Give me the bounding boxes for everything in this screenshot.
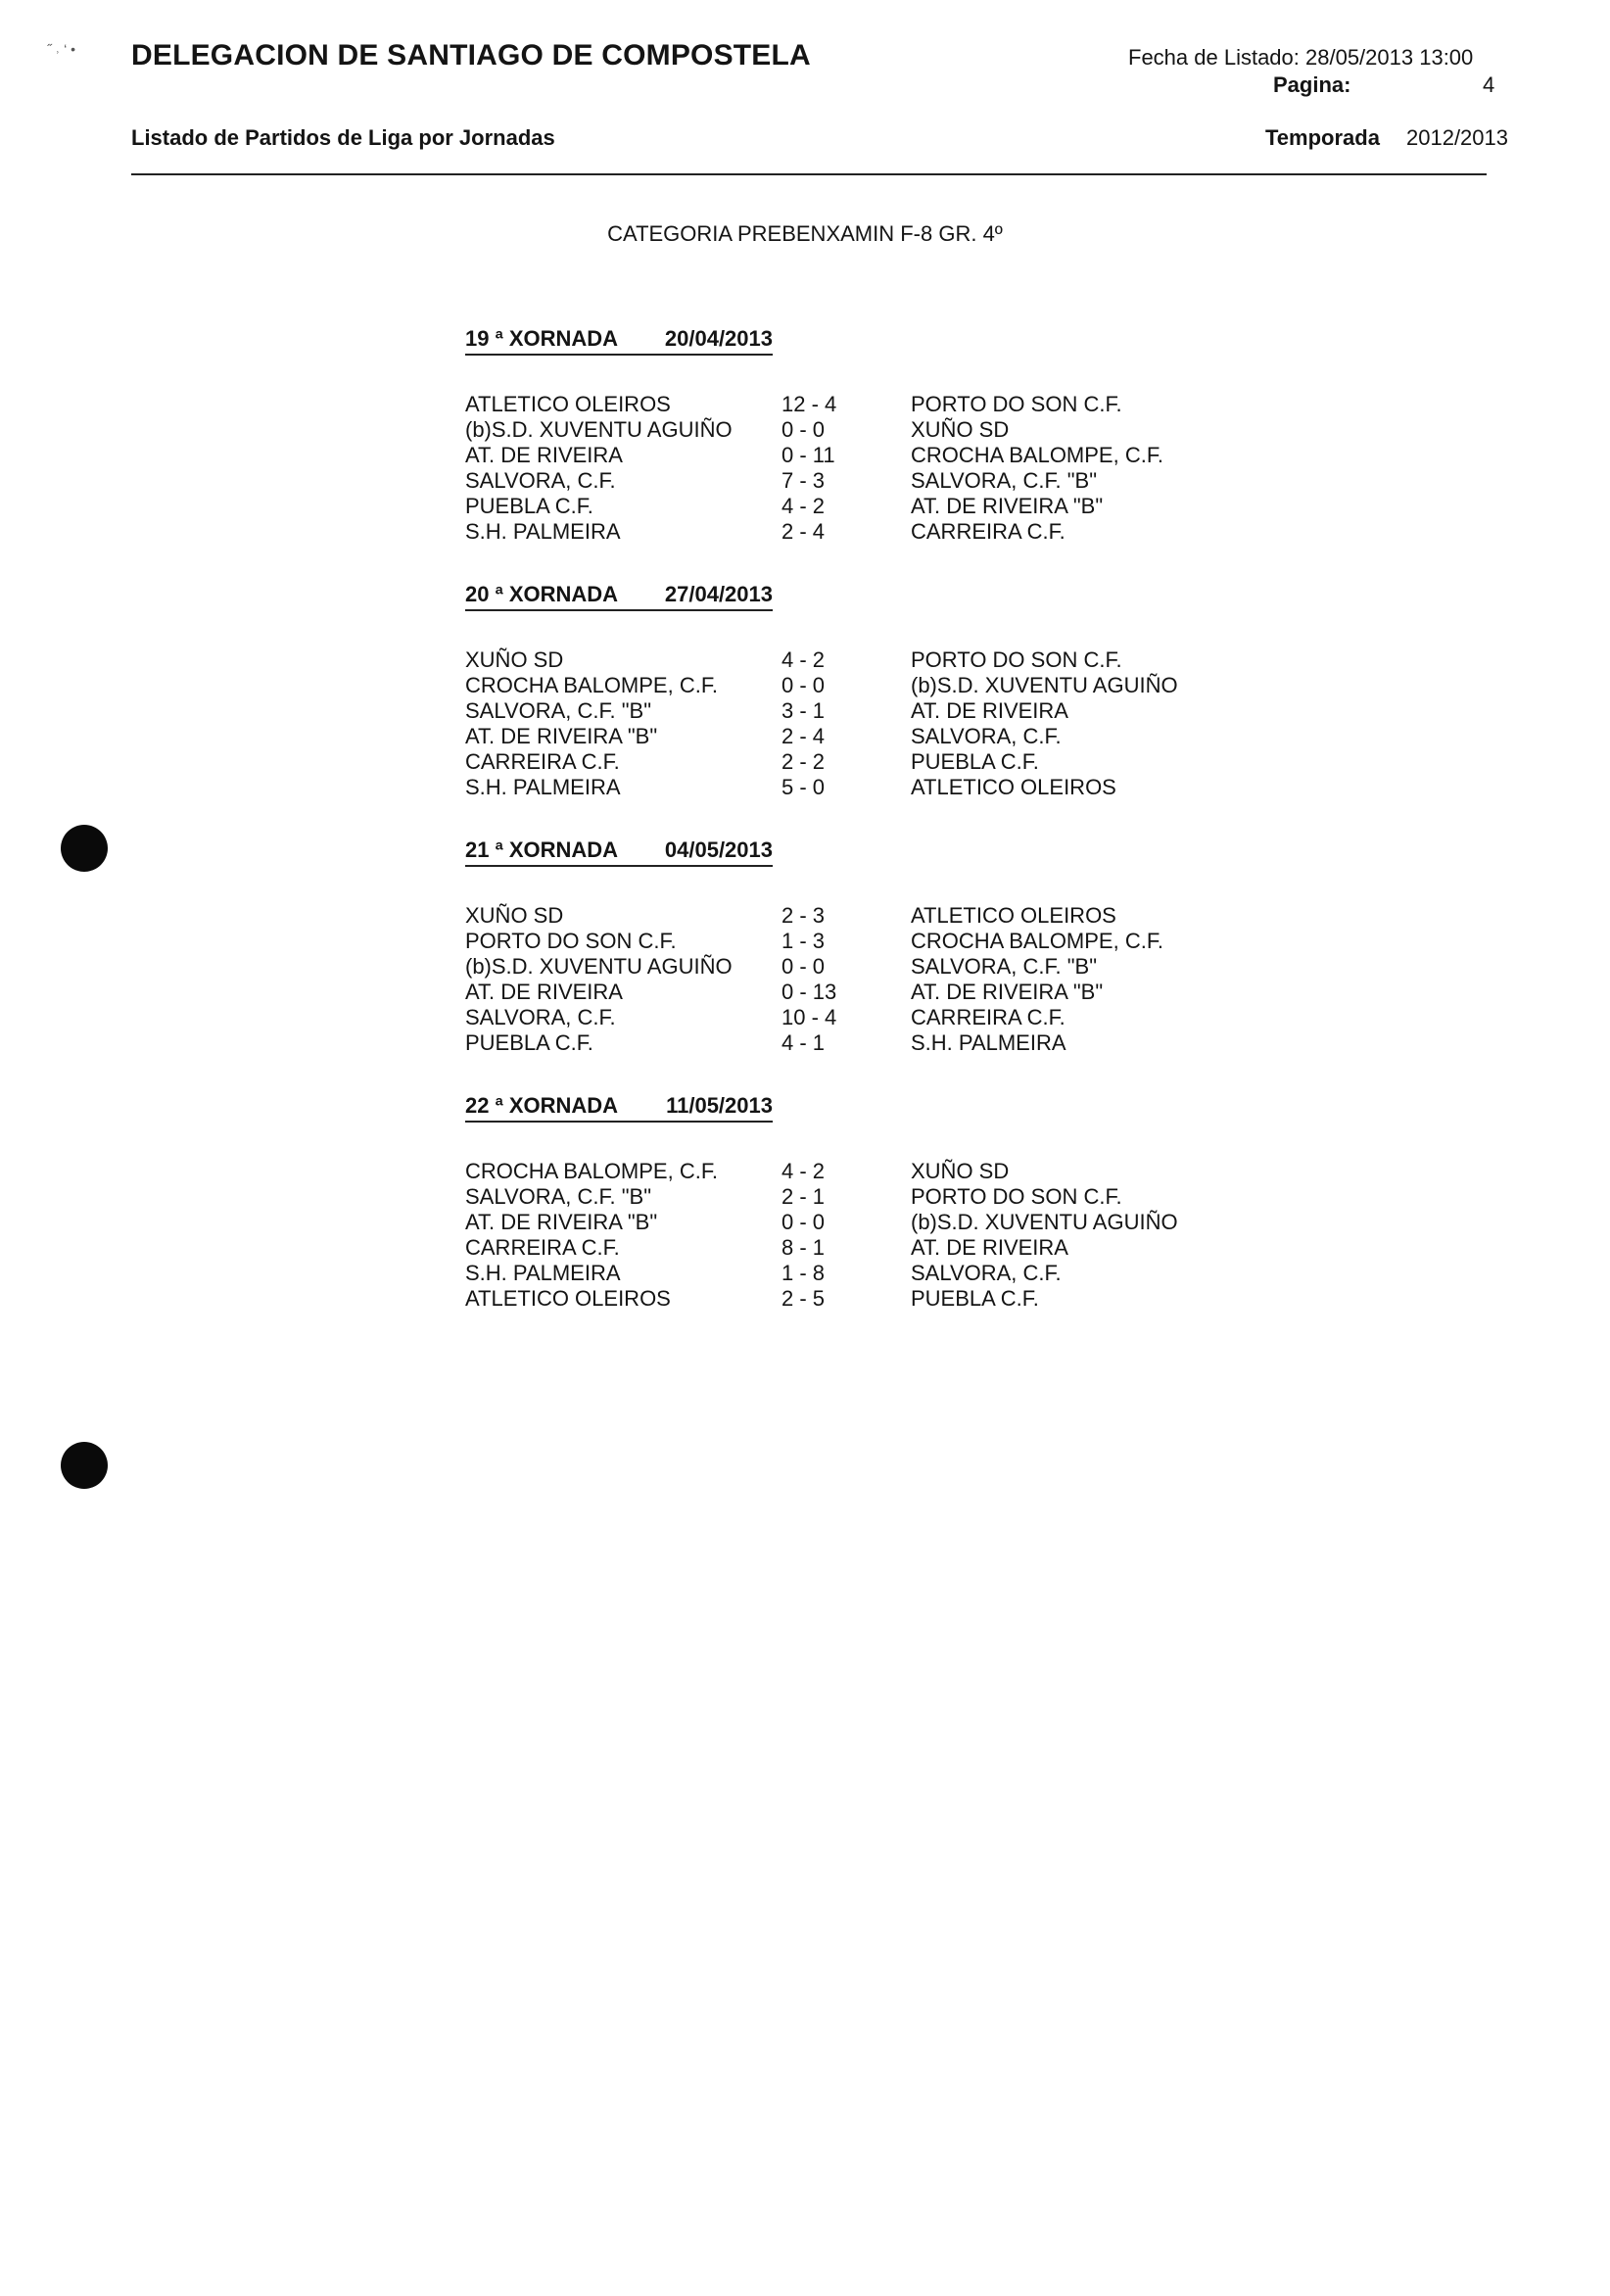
match-score: 12 - 4	[781, 392, 837, 416]
away-team: (b)S.D. XUVENTU AGUIÑO	[911, 673, 1178, 697]
home-team: PORTO DO SON C.F.	[465, 929, 677, 953]
match-score: 2 - 3	[781, 903, 826, 928]
jornada-name: 22 ª XORNADA	[465, 1093, 619, 1118]
home-team: AT. DE RIVEIRA "B"	[465, 724, 658, 748]
away-team: PUEBLA C.F.	[911, 749, 1039, 774]
match-score: 4 - 1	[781, 1030, 826, 1055]
match-score: 3 - 1	[781, 698, 826, 723]
jornada-block	[465, 1093, 1209, 1312]
home-team: CROCHA BALOMPE, C.F.	[465, 1159, 718, 1183]
away-team: ATLETICO OLEIROS	[911, 775, 1116, 799]
match-row	[465, 673, 1209, 698]
match-score: 4 - 2	[781, 647, 826, 672]
match-score: 0 - 0	[781, 673, 826, 697]
jornada-heading	[465, 837, 773, 867]
home-team: AT. DE RIVEIRA	[465, 443, 623, 467]
home-team: S.H. PALMEIRA	[465, 519, 621, 544]
match-row	[465, 1159, 1209, 1184]
scan-speck: ˝ ˒ ‘ •	[47, 41, 76, 57]
season-value: 2012/2013	[1406, 125, 1508, 150]
match-row	[465, 980, 1209, 1005]
home-team: (b)S.D. XUVENTU AGUIÑO	[465, 954, 733, 979]
away-team: XUÑO SD	[911, 417, 1010, 442]
match-list	[465, 1159, 1209, 1312]
home-team: AT. DE RIVEIRA	[465, 980, 623, 1004]
home-team: ATLETICO OLEIROS	[465, 392, 671, 416]
match-row	[465, 494, 1209, 519]
match-row	[465, 443, 1209, 468]
match-row	[465, 903, 1209, 929]
page-number: 4	[1483, 72, 1495, 97]
away-team: PORTO DO SON C.F.	[911, 392, 1122, 416]
match-row	[465, 417, 1209, 443]
away-team: (b)S.D. XUVENTU AGUIÑO	[911, 1210, 1178, 1234]
home-team: CARREIRA C.F.	[465, 749, 620, 774]
jornada-date: 27/04/2013	[664, 582, 773, 606]
away-team: SALVORA, C.F. "B"	[911, 954, 1098, 979]
away-team: S.H. PALMEIRA	[911, 1030, 1066, 1055]
match-row	[465, 1261, 1209, 1286]
away-team: SALVORA, C.F.	[911, 724, 1062, 748]
match-score: 2 - 2	[781, 749, 826, 774]
away-team: AT. DE RIVEIRA	[911, 1235, 1068, 1260]
jornada-date: 20/04/2013	[664, 326, 773, 351]
match-row	[465, 519, 1209, 545]
punch-hole	[61, 825, 108, 872]
header-divider	[131, 173, 1487, 175]
home-team: ATLETICO OLEIROS	[465, 1286, 671, 1311]
match-list	[465, 903, 1209, 1056]
match-list	[465, 392, 1209, 545]
match-row	[465, 698, 1209, 724]
jornada-block	[465, 837, 1209, 1056]
page-label: Pagina:	[1273, 72, 1351, 97]
match-score: 4 - 2	[781, 1159, 826, 1183]
match-score: 5 - 0	[781, 775, 826, 799]
match-row	[465, 392, 1209, 417]
match-row	[465, 724, 1209, 749]
match-score: 2 - 5	[781, 1286, 826, 1311]
match-score: 0 - 0	[781, 954, 826, 979]
match-score: 0 - 13	[781, 980, 837, 1004]
match-row	[465, 1005, 1209, 1030]
match-score: 7 - 3	[781, 468, 826, 493]
match-score: 0 - 11	[781, 443, 835, 467]
match-row	[465, 954, 1209, 980]
away-team: XUÑO SD	[911, 1159, 1010, 1183]
match-score: 0 - 0	[781, 417, 826, 442]
away-team: SALVORA, C.F. "B"	[911, 468, 1098, 493]
match-row	[465, 749, 1209, 775]
match-row	[465, 1184, 1209, 1210]
match-score: 0 - 0	[781, 1210, 826, 1234]
home-team: SALVORA, C.F. "B"	[465, 1184, 652, 1209]
match-row	[465, 1210, 1209, 1235]
match-score: 1 - 3	[781, 929, 826, 953]
match-row	[465, 929, 1209, 954]
match-row	[465, 1235, 1209, 1261]
home-team: S.H. PALMEIRA	[465, 775, 621, 799]
match-list	[465, 647, 1209, 800]
away-team: CARREIRA C.F.	[911, 519, 1065, 544]
jornada-name: 21 ª XORNADA	[465, 837, 619, 862]
match-score: 2 - 1	[781, 1184, 826, 1209]
category-title: CATEGORIA PREBENXAMIN F-8 GR. 4º	[607, 221, 1003, 246]
listing-date: Fecha de Listado: 28/05/2013 13:00	[1128, 45, 1474, 70]
home-team: SALVORA, C.F.	[465, 1005, 616, 1029]
match-score: 10 - 4	[781, 1005, 837, 1029]
jornada-name: 19 ª XORNADA	[465, 326, 619, 351]
punch-hole	[61, 1442, 108, 1489]
report-title: Listado de Partidos de Liga por Jornadas	[131, 125, 555, 150]
org-title: DELEGACION DE SANTIAGO DE COMPOSTELA	[131, 39, 811, 72]
home-team: SALVORA, C.F.	[465, 468, 616, 493]
away-team: CARREIRA C.F.	[911, 1005, 1065, 1029]
jornada-date: 11/05/2013	[666, 1093, 773, 1118]
away-team: CROCHA BALOMPE, C.F.	[911, 929, 1163, 953]
away-team: AT. DE RIVEIRA	[911, 698, 1068, 723]
away-team: ATLETICO OLEIROS	[911, 903, 1116, 928]
jornada-heading	[465, 1093, 773, 1123]
home-team: XUÑO SD	[465, 647, 564, 672]
match-score: 2 - 4	[781, 519, 826, 544]
jornada-heading	[465, 582, 773, 611]
home-team: SALVORA, C.F. "B"	[465, 698, 652, 723]
home-team: S.H. PALMEIRA	[465, 1261, 621, 1285]
match-row	[465, 1030, 1209, 1056]
match-score: 1 - 8	[781, 1261, 826, 1285]
match-row	[465, 647, 1209, 673]
match-row	[465, 775, 1209, 800]
jornada-block	[465, 582, 1209, 800]
home-team: PUEBLA C.F.	[465, 494, 593, 518]
match-row	[465, 468, 1209, 494]
match-score: 2 - 4	[781, 724, 826, 748]
home-team: PUEBLA C.F.	[465, 1030, 593, 1055]
away-team: PUEBLA C.F.	[911, 1286, 1039, 1311]
home-team: CARREIRA C.F.	[465, 1235, 620, 1260]
home-team: XUÑO SD	[465, 903, 564, 928]
away-team: SALVORA, C.F.	[911, 1261, 1062, 1285]
home-team: (b)S.D. XUVENTU AGUIÑO	[465, 417, 733, 442]
away-team: PORTO DO SON C.F.	[911, 1184, 1122, 1209]
away-team: CROCHA BALOMPE, C.F.	[911, 443, 1163, 467]
away-team: AT. DE RIVEIRA "B"	[911, 980, 1104, 1004]
match-score: 8 - 1	[781, 1235, 826, 1260]
jornada-block	[465, 326, 1209, 545]
jornada-date: 04/05/2013	[664, 837, 773, 862]
away-team: AT. DE RIVEIRA "B"	[911, 494, 1104, 518]
match-score: 4 - 2	[781, 494, 826, 518]
jornada-name: 20 ª XORNADA	[465, 582, 619, 606]
jornada-heading	[465, 326, 773, 356]
home-team: CROCHA BALOMPE, C.F.	[465, 673, 718, 697]
match-row	[465, 1286, 1209, 1312]
season-label: Temporada	[1265, 125, 1380, 150]
away-team: PORTO DO SON C.F.	[911, 647, 1122, 672]
home-team: AT. DE RIVEIRA "B"	[465, 1210, 658, 1234]
